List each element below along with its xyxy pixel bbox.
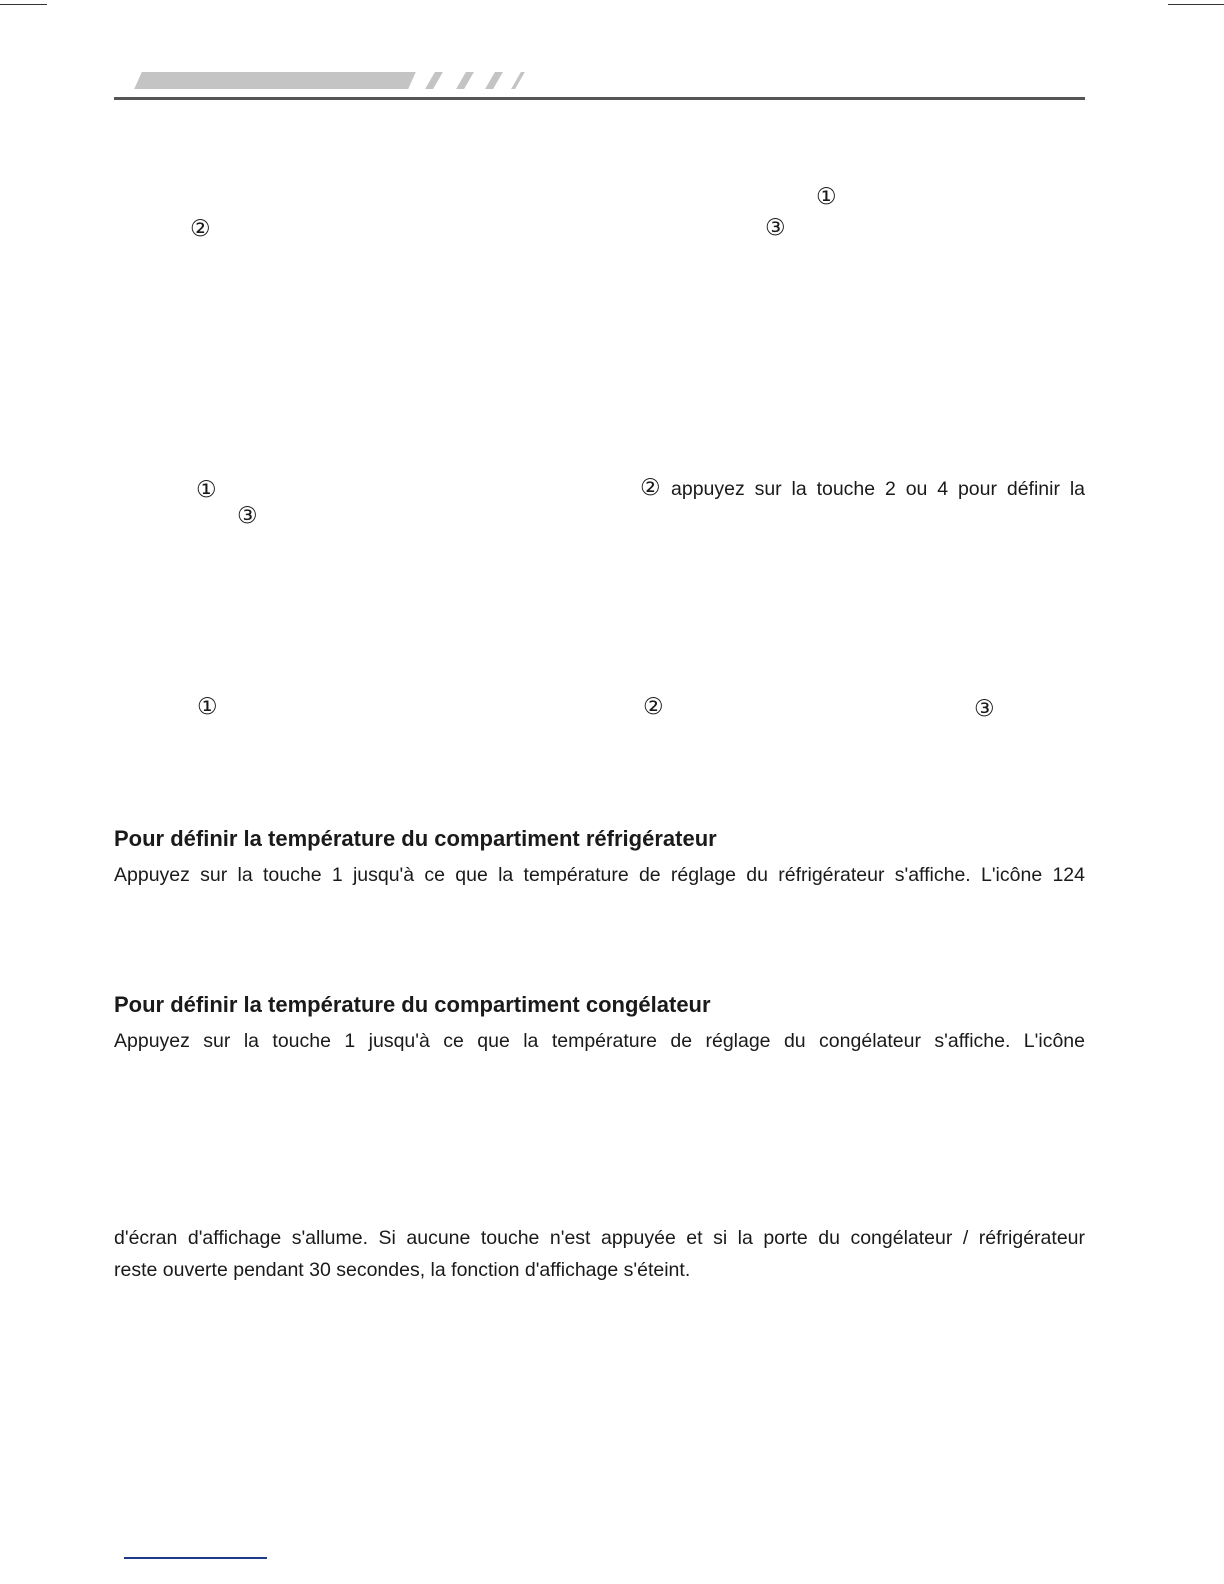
step-marker-1: ①: [197, 694, 218, 720]
header-decoration-bar: [134, 72, 416, 89]
step-marker-1: ①: [816, 184, 837, 210]
freezer-heading: Pour définir la température du compartiment congélateur: [114, 992, 711, 1017]
freezer-paragraph-line: Appuyez sur la touche 1 jusqu'à ce que la température de réglage du congélateur s'affiche. L'icône: [114, 1030, 1085, 1052]
display-paragraph-line: d'écran d'affichage s'allume. Si aucune touche n'est appuyée et si la porte du congélateur / réfrigérateur: [114, 1227, 1085, 1249]
crop-mark-left: [0, 4, 47, 5]
crop-mark-right: [1168, 4, 1224, 5]
header-stripe: [456, 72, 474, 89]
step-marker-1: ①: [196, 477, 217, 503]
instruction-text: appuyez sur la touche 2 ou 4 pour définir la: [671, 478, 1085, 500]
header-stripe: [511, 72, 525, 89]
footer-rule: [124, 1557, 267, 1559]
step-marker-2: ②: [640, 475, 661, 501]
header-stripe: [485, 72, 503, 89]
header-stripe: [425, 72, 443, 89]
header-rule: [114, 97, 1085, 100]
step-marker-3: ③: [765, 215, 786, 241]
step-marker-3: ③: [237, 503, 258, 529]
step-marker-2: ②: [643, 694, 664, 720]
step-marker-2: ②: [190, 216, 211, 242]
fridge-paragraph-line: Appuyez sur la touche 1 jusqu'à ce que la température de réglage du réfrigérateur s'affiche. L'icône 124: [114, 864, 1085, 886]
fridge-heading: Pour définir la température du compartiment réfrigérateur: [114, 826, 717, 851]
display-paragraph-line: reste ouverte pendant 30 secondes, la fonction d'affichage s'éteint.: [114, 1259, 691, 1281]
step-marker-3: ③: [974, 696, 995, 722]
